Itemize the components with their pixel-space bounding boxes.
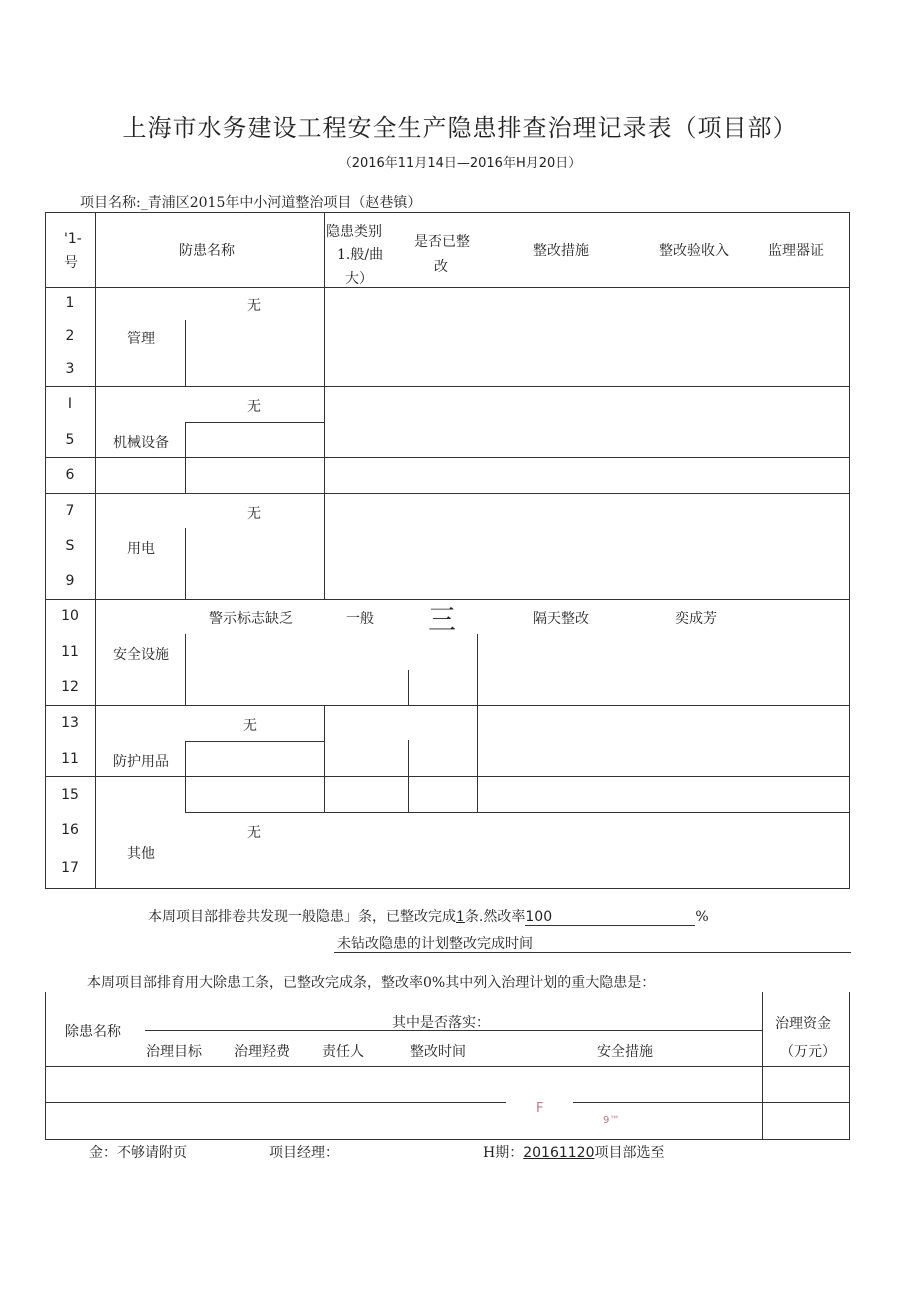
header-supervisor: 监理器证	[768, 243, 824, 259]
header-measure: 整改措施	[533, 243, 589, 259]
header-no-line2: 号	[64, 255, 78, 271]
summary-percent: %	[695, 909, 709, 925]
category-electricity: 用电	[127, 541, 155, 557]
col-goal: 治理目标	[146, 1044, 202, 1060]
hazard-type: 一般	[346, 611, 374, 627]
col-cost: 治理羟费	[234, 1044, 290, 1060]
project-name: 项目名称:_青浦区2015年中小河道整治项目（赵巷镇）	[80, 195, 422, 211]
col-responsible: 责任人	[322, 1044, 364, 1060]
rectification-measure: 隔天整改	[533, 611, 589, 627]
summary-prefix: 本周项目部排卷共发现一般隐患」条，已整改完成	[148, 909, 456, 925]
date-range: （2016年11月14日—2016年H月20日）	[338, 156, 582, 171]
category-machinery: 机械设备	[113, 435, 169, 451]
row-number: 12	[61, 679, 79, 695]
row-number: I	[67, 396, 73, 412]
implemented-header: 其中是否落实：	[392, 1015, 490, 1031]
summary-count: 1	[456, 909, 465, 925]
row-number: 11	[61, 751, 79, 767]
summary-rate: 100	[525, 909, 695, 926]
row-number: 5	[65, 432, 75, 448]
header-no-line1: '1-	[64, 231, 82, 247]
summary-line-1	[148, 906, 709, 926]
fixed-mark: 三	[428, 603, 457, 636]
category-management: 管理	[127, 331, 155, 347]
header-category-line2: 1.般/曲	[337, 247, 384, 263]
row-number: 17	[61, 860, 79, 876]
category-safety-facilities: 安全设施	[113, 647, 169, 663]
category-protective-gear: 防护用品	[113, 754, 169, 770]
header-fixed-line1: 是否已整	[414, 234, 470, 250]
header-category-line3: 大）	[345, 271, 373, 287]
row-number: 9	[65, 573, 75, 589]
hazard-item: 警示标志缺乏	[209, 611, 293, 627]
none-mark: 无	[247, 506, 261, 522]
row-number: 1	[65, 295, 75, 311]
artifact-mark: F	[506, 1101, 573, 1116]
header-hazard-name: 防患名称	[179, 243, 235, 259]
artifact-mark: 9™	[603, 1115, 620, 1126]
row-number: 6	[65, 467, 75, 483]
footer-note: 金：不够请附页	[89, 1145, 187, 1161]
page-title: 上海市水务建设工程安全生产隐患排查治理记录表（项目部）	[122, 114, 798, 142]
none-mark: 无	[243, 718, 257, 734]
none-mark: 无	[247, 399, 261, 415]
row-number: 3	[65, 361, 75, 377]
row-number: 10	[61, 608, 79, 624]
footer-manager: 项目经理：	[269, 1145, 339, 1161]
col-safety-measure: 安全措施	[597, 1044, 653, 1060]
row-number: S	[65, 538, 75, 554]
row-number: 13	[61, 715, 79, 731]
major-hazard-line: 本周项目部排育用大除患工条，已整改完成条，整改率0%其中列入治理计划的重大隐患是：	[87, 975, 656, 991]
fund-header-line2: （万元）	[780, 1044, 836, 1060]
row-number: 2	[65, 328, 75, 344]
major-hazard-name-header: 除患名称	[65, 1024, 121, 1040]
none-mark: 无	[247, 825, 261, 841]
department: 项目部选至	[594, 1145, 665, 1161]
row-number: 11	[61, 644, 79, 660]
header-fixed-line2: 改	[434, 259, 448, 275]
header-acceptance: 整改验收入	[659, 243, 729, 259]
fund-header-line1: 治理资金	[775, 1016, 831, 1032]
summary-line-2: 未钻改隐患的计划整改完成时间	[337, 936, 533, 952]
footer-date	[483, 1142, 664, 1162]
col-time: 整改时间	[410, 1044, 466, 1060]
category-other: 其他	[127, 846, 155, 862]
none-mark: 无	[247, 298, 261, 314]
summary-mid: 条.然改率	[464, 909, 526, 925]
header-category-line1: 隐患类别	[326, 224, 382, 240]
date-value: 20161120	[523, 1145, 595, 1161]
row-number: 7	[65, 503, 75, 519]
acceptor-name: 奕成芳	[675, 611, 717, 627]
date-label: H期：	[483, 1145, 524, 1161]
row-number: 16	[61, 822, 79, 838]
row-number: 15	[61, 787, 79, 803]
